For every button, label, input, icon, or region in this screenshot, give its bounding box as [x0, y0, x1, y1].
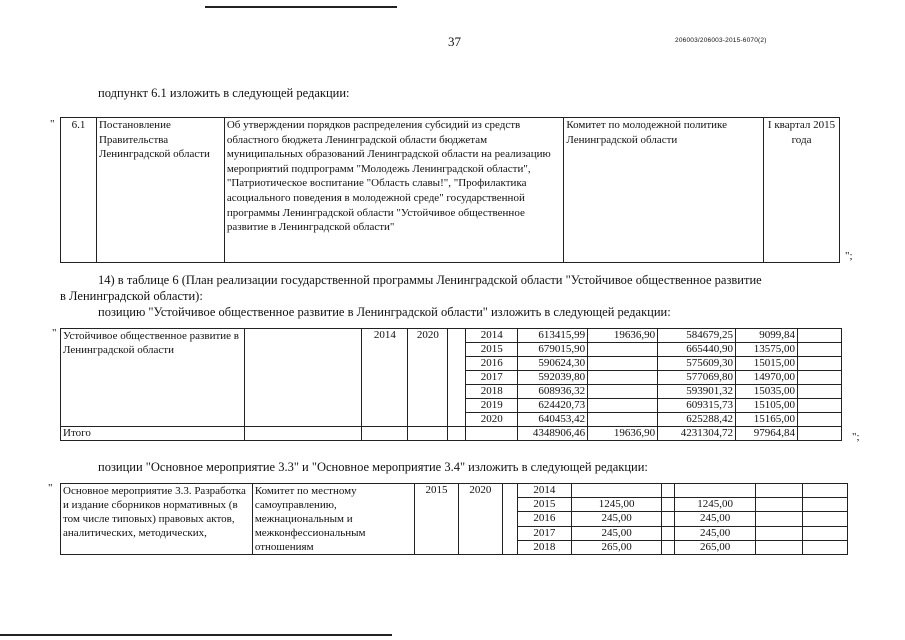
federal: [588, 371, 658, 385]
total: 245,00: [572, 512, 662, 526]
local: 9099,84: [736, 329, 798, 343]
total: 245,00: [572, 526, 662, 540]
regional: 593901,32: [658, 385, 736, 399]
regional: 245,00: [675, 512, 756, 526]
regional: 265,00: [675, 540, 756, 554]
grand-local: 97964,84: [736, 427, 798, 441]
local: [756, 484, 803, 498]
grand-total: 4348906,46: [518, 427, 588, 441]
local: 15165,00: [736, 413, 798, 427]
federal: [588, 413, 658, 427]
other: [802, 484, 847, 498]
federal: [662, 512, 675, 526]
activity-name: Основное мероприятие 3.3. Разработка и издание сборников нормативных (в том числе типовых) правовых актов, аналитических, методических,: [61, 484, 253, 555]
executor: Комитет по молодежной политике Ленинградской области: [564, 118, 764, 263]
federal: 19636,90: [588, 329, 658, 343]
other: [798, 371, 842, 385]
local: 14970,00: [736, 371, 798, 385]
total: 265,00: [572, 540, 662, 554]
federal: [662, 498, 675, 512]
other: [802, 540, 847, 554]
other: [802, 512, 847, 526]
empty-cell: [466, 427, 518, 441]
year: 2020: [466, 413, 518, 427]
year: 2014: [466, 329, 518, 343]
table-row: [61, 484, 848, 498]
other: [798, 413, 842, 427]
table-program-plan: [60, 328, 842, 441]
total: 613415,99: [518, 329, 588, 343]
empty-cell: [362, 427, 408, 441]
empty-cell: [408, 427, 448, 441]
local: [756, 512, 803, 526]
year: 2019: [466, 399, 518, 413]
executor-cell: [244, 329, 362, 427]
year: 2016: [466, 357, 518, 371]
year: 2015: [517, 498, 572, 512]
local: [756, 498, 803, 512]
page-number: 37: [448, 34, 461, 49]
total: 640453,42: [518, 413, 588, 427]
federal: [588, 357, 658, 371]
total-label: Итого: [61, 427, 245, 441]
total: 1245,00: [572, 498, 662, 512]
total: 679015,90: [518, 343, 588, 357]
end-year: 2020: [408, 329, 448, 427]
regional: 609315,73: [658, 399, 736, 413]
other: [802, 526, 847, 540]
other: [798, 427, 842, 441]
year: 2017: [517, 526, 572, 540]
table2-close-quote: ";: [852, 431, 860, 443]
grand-regional: 4231304,72: [658, 427, 736, 441]
federal: [588, 399, 658, 413]
regional: 577069,80: [658, 371, 736, 385]
regional: [675, 484, 756, 498]
top-rule: [205, 6, 397, 8]
other: [798, 343, 842, 357]
activity-executor: Комитет по местному самоуправлению, межнациональным и межконфессиональным отношениям: [252, 484, 414, 555]
regional: 625288,42: [658, 413, 736, 427]
local: 13575,00: [736, 343, 798, 357]
year: 2018: [466, 385, 518, 399]
year: 2016: [517, 512, 572, 526]
total: 624420,73: [518, 399, 588, 413]
table-row: [61, 329, 842, 343]
total: [572, 484, 662, 498]
local: [756, 526, 803, 540]
other: [802, 498, 847, 512]
table-total-row: [61, 427, 842, 441]
other: [798, 399, 842, 413]
positions-text: позиции "Основное мероприятие 3.3" и "Основное мероприятие 3.4" изложить в следующей редакции:: [98, 460, 648, 474]
table2-open-quote: ": [52, 327, 57, 339]
local: 15035,00: [736, 385, 798, 399]
table1-open-quote: ": [50, 118, 55, 130]
other: [798, 329, 842, 343]
paragraph-14-line2: в Ленинградской области):: [60, 289, 203, 303]
table3-open-quote: ": [48, 482, 53, 494]
table-main-activities: [60, 483, 848, 555]
local: 15015,00: [736, 357, 798, 371]
document-title: Об утверждении порядков распределения субсидий из средств областного бюджета Ленинградской области бюджетам муниципальных образований Ленинградской области на реализацию мероприятий подпрограмм "Молодежь Ленинградской области", "Патриотическое воспитание "Область славы!", "Профилактика асоциального поведения в молодежной среде" государственной программы Ленинградской области "Устойчивое общественное развитие в Ленинградской области": [224, 118, 563, 263]
regional: 575609,30: [658, 357, 736, 371]
local: [756, 540, 803, 554]
federal: [662, 540, 675, 554]
empty-cell: [244, 427, 362, 441]
table-row: [61, 118, 840, 263]
program-name: Устойчивое общественное развитие в Ленинградской области: [61, 329, 245, 427]
document-type: Постановление Правительства Ленинградской области: [96, 118, 224, 263]
year: 2018: [517, 540, 572, 554]
table-subpoint-6-1: [60, 117, 840, 263]
regional: 1245,00: [675, 498, 756, 512]
regional: 584679,25: [658, 329, 736, 343]
paragraph-14-line3: позицию "Устойчивое общественное развитие в Ленинградской области" изложить в следующей редакции:: [98, 305, 671, 319]
local: 15105,00: [736, 399, 798, 413]
grand-federal: 19636,90: [588, 427, 658, 441]
end-year: 2020: [458, 484, 502, 555]
federal: [588, 343, 658, 357]
total: 590624,30: [518, 357, 588, 371]
empty-cell: [502, 484, 517, 555]
total: 592039,80: [518, 371, 588, 385]
start-year: 2015: [415, 484, 459, 555]
term: I квартал 2015 года: [764, 118, 840, 263]
row-number: 6.1: [61, 118, 97, 263]
document-id: 206003/206003-2015-6070(2): [675, 37, 767, 44]
paragraph-14-line1: 14) в таблице 6 (План реализации государственной программы Ленинградской области "Устойчивое общественное развитие: [98, 273, 762, 287]
empty-cell: [448, 329, 466, 427]
table1-close-quote: ";: [845, 250, 853, 262]
federal: [662, 526, 675, 540]
federal: [588, 385, 658, 399]
other: [798, 357, 842, 371]
bottom-rule: [0, 634, 392, 636]
empty-cell: [448, 427, 466, 441]
regional: 665440,90: [658, 343, 736, 357]
year: 2017: [466, 371, 518, 385]
regional: 245,00: [675, 526, 756, 540]
total: 608936,32: [518, 385, 588, 399]
intro-text: подпункт 6.1 изложить в следующей редакции:: [98, 86, 350, 100]
federal: [662, 484, 675, 498]
start-year: 2014: [362, 329, 408, 427]
other: [798, 385, 842, 399]
year: 2015: [466, 343, 518, 357]
year: 2014: [517, 484, 572, 498]
